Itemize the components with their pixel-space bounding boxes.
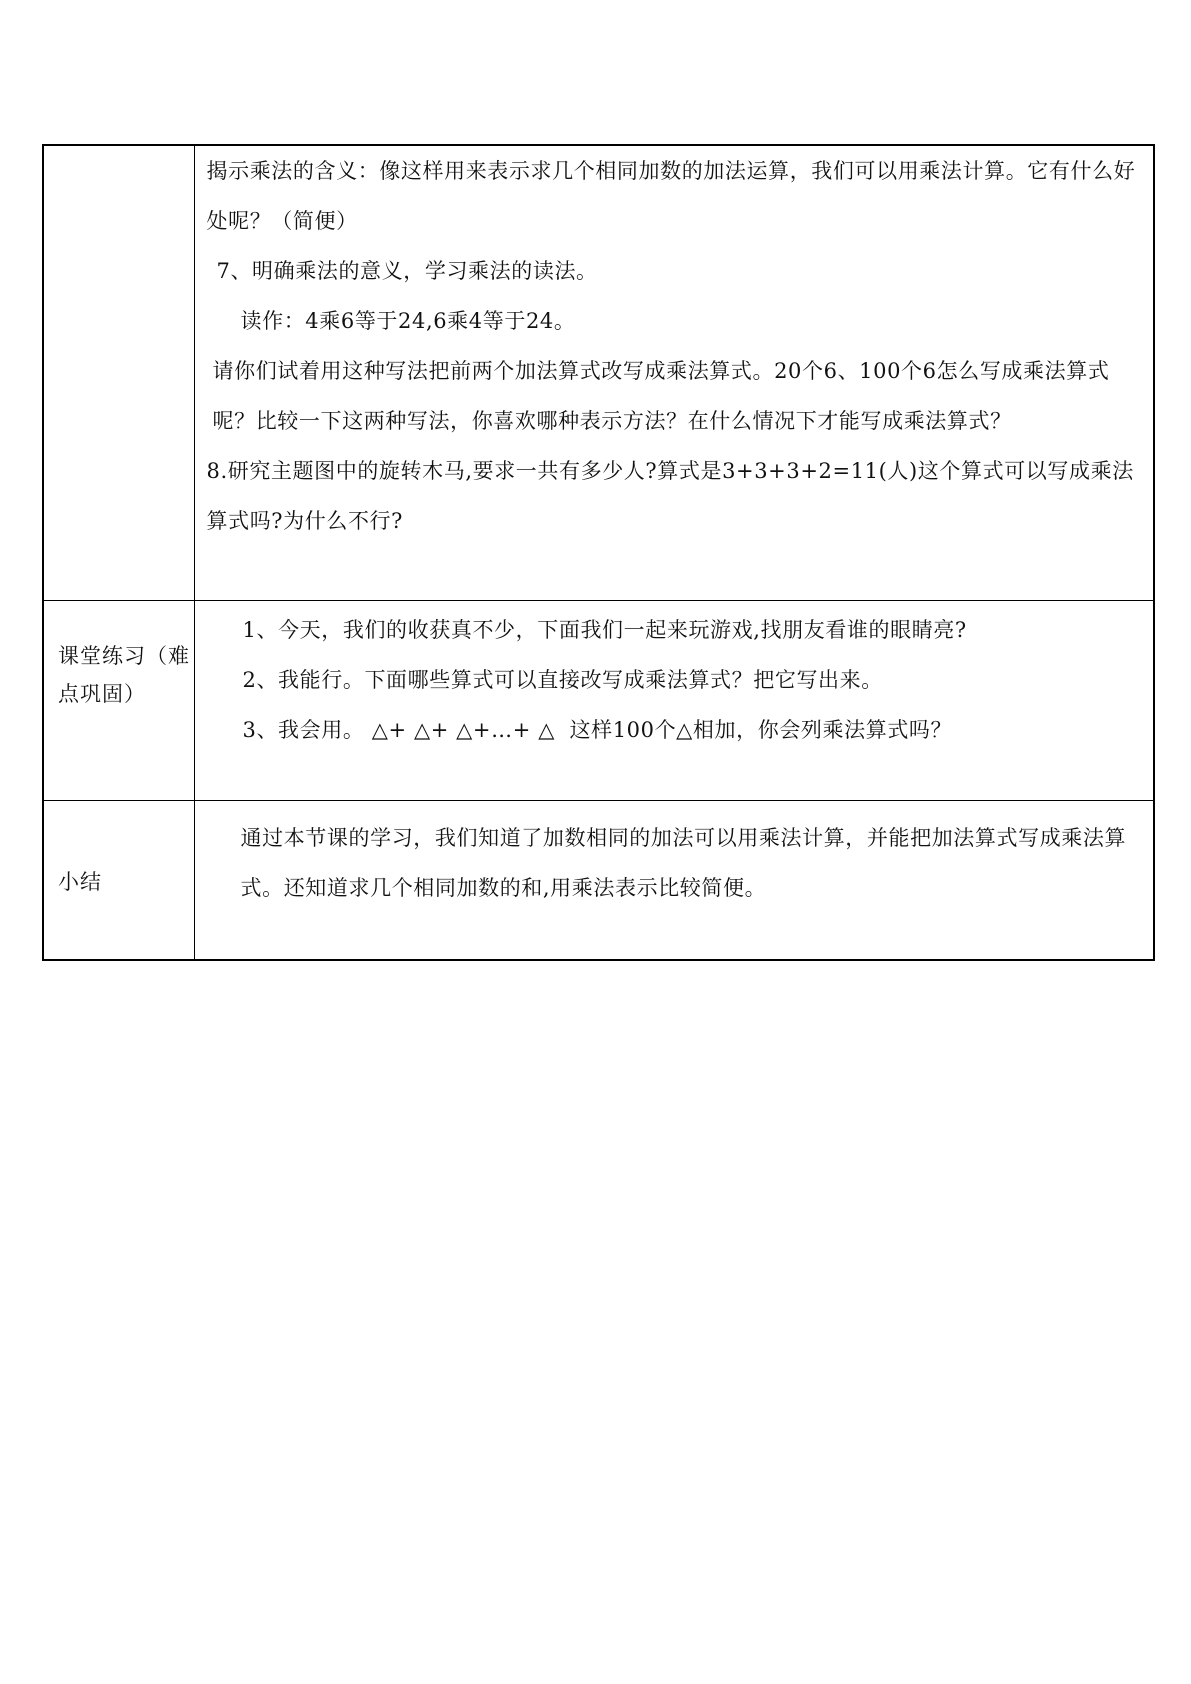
summary-paragraph: 通过本节课的学习，我们知道了加数相同的加法可以用乘法计算，并能把加法算式写成乘法算式。还知道求几个相同加数的和,用乘法表示比较简便。 — [240, 825, 1127, 900]
table-row-process — [43, 145, 1154, 600]
row-content-practice — [194, 600, 1154, 800]
paragraph-reading: 读作：4乘6等于24,6乘4等于24。 — [240, 309, 576, 333]
paragraph-rewrite-task: 请你们试着用这种写法把前两个加法算式改写成乘法算式。20个6、100个6怎么写成乘法算式呢？比较一下这两种写法，你喜欢哪种表示方法？在什么情况下才能写成乘法算式？ — [212, 359, 1110, 433]
row-content-summary — [194, 800, 1154, 960]
row-content-process — [194, 145, 1154, 600]
lesson-plan-table — [42, 144, 1155, 961]
paragraph-multiplication-meaning: 揭示乘法的含义：像这样用来表示求几个相同加数的加法运算，我们可以用乘法计算。它有什么好处呢？（简便） — [206, 159, 1136, 233]
row-label-summary: 小结 — [43, 800, 194, 960]
table-row-summary — [43, 800, 1154, 960]
paragraph-step-7: 7、明确乘法的意义，学习乘法的读法。 — [216, 259, 598, 283]
practice-item-2: 2、我能行。下面哪些算式可以直接改写成乘法算式？把它写出来。 — [242, 667, 883, 692]
row-label-process — [43, 145, 194, 600]
table-row-practice — [43, 600, 1154, 800]
paragraph-step-8: 8.研究主题图中的旋转木马,要求一共有多少人?算式是3+3+3+2=11(人)这个算式可以写成乘法算式吗?为什么不行? — [206, 459, 1134, 533]
practice-item-1: 1、今天，我们的收获真不少，下面我们一起来玩游戏,找朋友看谁的眼睛亮? — [242, 617, 967, 642]
row-label-practice: 课堂练习（难点巩固） — [43, 600, 194, 800]
practice-item-3: 3、我会用。 △+ △+ △+…+ △ 这样100个△相加，你会列乘法算式吗？ — [242, 717, 953, 742]
